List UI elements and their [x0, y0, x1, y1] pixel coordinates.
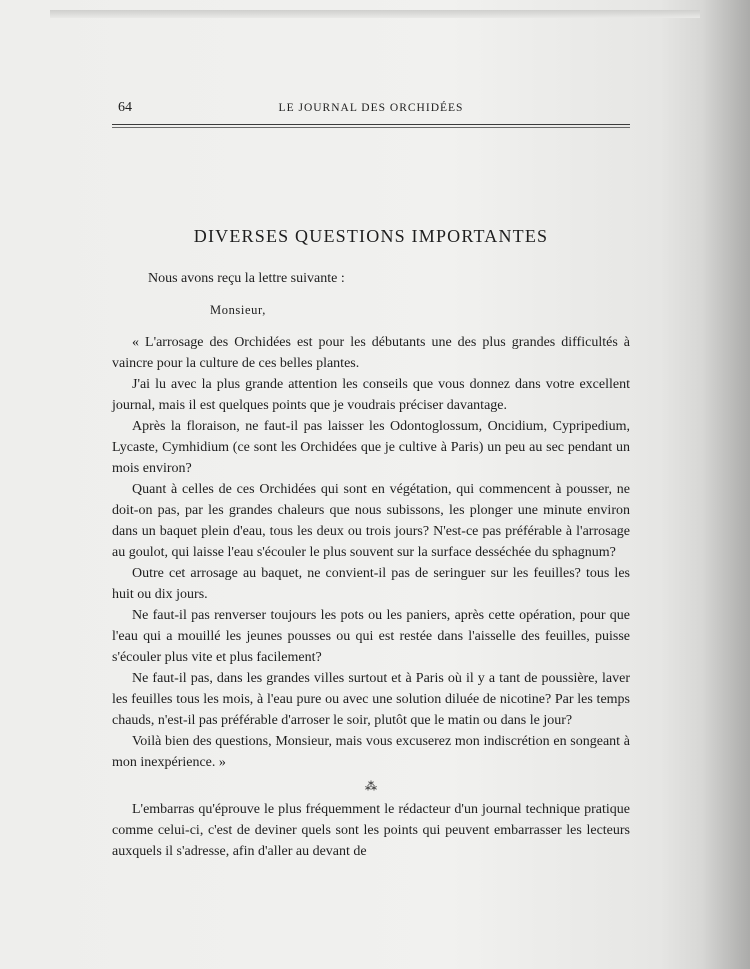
letter-paragraph: Après la floraison, ne faut-il pas laisser les Odontoglossum, Oncidium, Cypripedium, Lycaste, Cymhidium (ce sont les Orchidées que je cultive à Paris) un peu au sec pendant un mois environ?	[112, 419, 630, 476]
page-number: 64	[118, 100, 132, 115]
letter-paragraph: Quant à celles de ces Orchidées qui sont en végétation, qui commencent à pousser, ne doit-on pas, par les grandes chaleurs que nous subissons, les plonger une minute environ dans un baquet plein d'eau, tous les deux ou trois jours? N'est-ce pas préférable à l'arrosage au goulot, qui laisse l'eau s'écouler le plus souvent sur la surface desséchée du sphagnum?	[112, 482, 630, 560]
header-rule-secondary	[112, 127, 630, 128]
letter-paragraph: Voilà bien des questions, Monsieur, mais vous excuserez mon indiscrétion en songeant à mon inexpérience. »	[112, 734, 630, 770]
letter-paragraph: Ne faut-il pas, dans les grandes villes surtout et à Paris où il y a tant de poussière, laver les feuilles tous les mois, à l'eau pure ou avec une solution diluée de nicotine? Par les temps chauds, n'est-il pas préférable d'arroser le soir, plutôt que le matin ou dans le jour?	[112, 671, 630, 728]
running-head	[112, 96, 630, 118]
letter-paragraph: Ne faut-il pas renverser toujours les pots ou les paniers, après cette opération, pour que l'eau qui a mouillé les jeunes pousses ou qui est restée dans l'aisselle des feuilles, puisse s'écouler plus vite et plus facilement?	[112, 608, 630, 665]
letter-body	[112, 332, 630, 773]
header-rule	[112, 124, 630, 125]
letter-paragraph: « L'arrosage des Orchidées est pour les débutants une des plus grandes difficultés à vaincre pour la culture de ces belles plantes.	[112, 335, 630, 371]
closing-paragraph: L'embarras qu'éprouve le plus fréquemment le rédacteur d'un journal technique pratique comme celui-ci, c'est de deviner quels sont les points qui peuvent embarrasser les lecteurs auxquels il s'adresse, afin d'aller au devant de	[112, 802, 630, 859]
journal-title: LE JOURNAL DES ORCHIDÉES	[278, 102, 464, 114]
letter-paragraph: Outre cet arrosage au baquet, ne convient-il pas de seringuer sur les feuilles? tous les huit ou dix jours.	[112, 566, 630, 602]
salutation: Monsieur,	[210, 303, 266, 317]
page-content	[112, 96, 630, 862]
intro-line: Nous avons reçu la lettre suivante :	[148, 271, 345, 286]
closing-text	[112, 799, 630, 862]
letter-paragraph: J'ai lu avec la plus grande attention les conseils que vous donnez dans votre excellent journal, mais il est quelques points que je voudrais préciser davantage.	[112, 377, 630, 413]
section-separator-asterism: ⁂	[365, 779, 377, 793]
page-top-edge	[50, 10, 700, 18]
article-title: DIVERSES QUESTIONS IMPORTANTES	[193, 226, 549, 246]
page-gutter-shadow	[702, 0, 750, 969]
